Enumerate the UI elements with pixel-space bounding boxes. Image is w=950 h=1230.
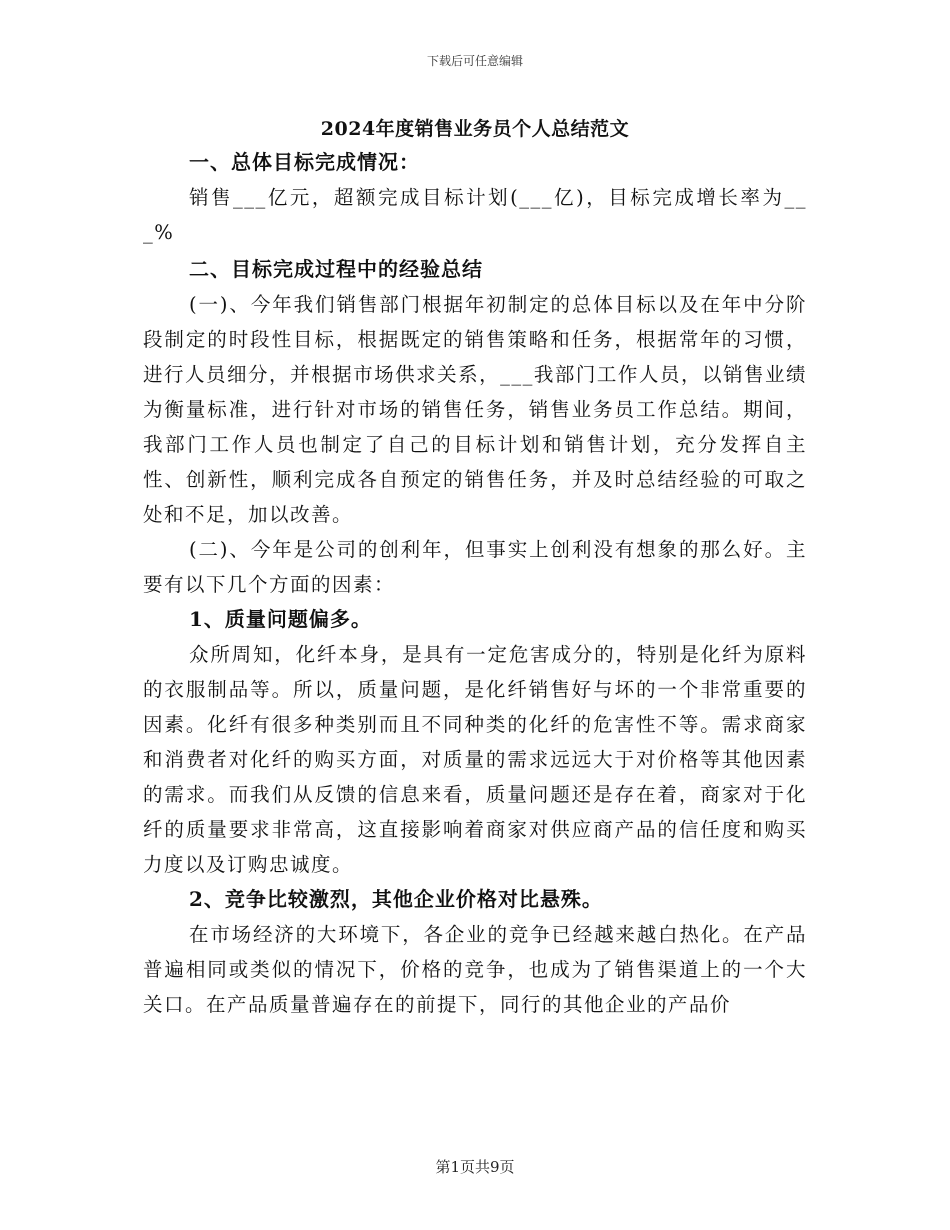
document-title: 2024年度销售业务员个人总结范文: [320, 118, 630, 140]
paragraph-competition: 在市场经济的大环境下，各企业的竞争已经越来越白热化。在产品普遍相同或类似的情况下，价格的竞争，也成为了销售渠道上的一个大关口。在产品质量普遍存在的前提下，同行的其他企业的产品价: [143, 923, 807, 1016]
section-heading-experience: 二、目标完成过程中的经验总结: [189, 257, 483, 281]
paragraph-sales-summary: 销售___亿元，超额完成目标计划(___亿)，目标完成增长率为___%: [143, 186, 807, 244]
paragraph-experience-1: (一)、今年我们销售部门根据年初制定的总体目标以及在年中分阶段制定的时段性目标，根据既定的销售策略和任务，根据常年的习惯，进行人员细分，并根据市场供求关系，___我部门工作人员，以销售业绩为衡量标准，进行针对市场的销售任务，销售业务员工作总结。期间，我部门工作人员也制定了自己的目标计划和销售计划，充分发挥自主性、创新性，顺利完成各自预定的销售任务，并及时总结经验的可取之处和不足，加以改善。: [143, 293, 807, 526]
subheading-quality-issues: 1、质量问题偏多。: [189, 607, 372, 631]
document-body: [143, 113, 807, 1022]
page-footer-number: 第1页共9页: [435, 1158, 515, 1176]
subheading-competition: 2、竞争比较激烈，其他企业价格对比悬殊。: [189, 887, 603, 911]
section-heading-overall-goals: 一、总体目标完成情况：: [189, 150, 420, 174]
page-header-note: 下载后可任意编辑: [426, 54, 523, 68]
paragraph-quality-issues: 众所周知，化纤本身，是具有一定危害成分的，特别是化纤为原料的衣服制品等。所以，质量问题，是化纤销售好与坏的一个非常重要的因素。化纤有很多种类别而且不同种类的化纤的危害性不等。需求商家和消费者对化纤的购买方面，对质量的需求远远大于对价格等其他因素的需求。而我们从反馈的信息来看，质量问题还是存在着，商家对于化纤的质量要求非常高，这直接影响着商家对供应商产品的信任度和购买力度以及订购忠诚度。: [143, 643, 807, 876]
paragraph-experience-2: (二)、今年是公司的创利年，但事实上创利没有想象的那么好。主要有以下几个方面的因素：: [143, 538, 807, 596]
